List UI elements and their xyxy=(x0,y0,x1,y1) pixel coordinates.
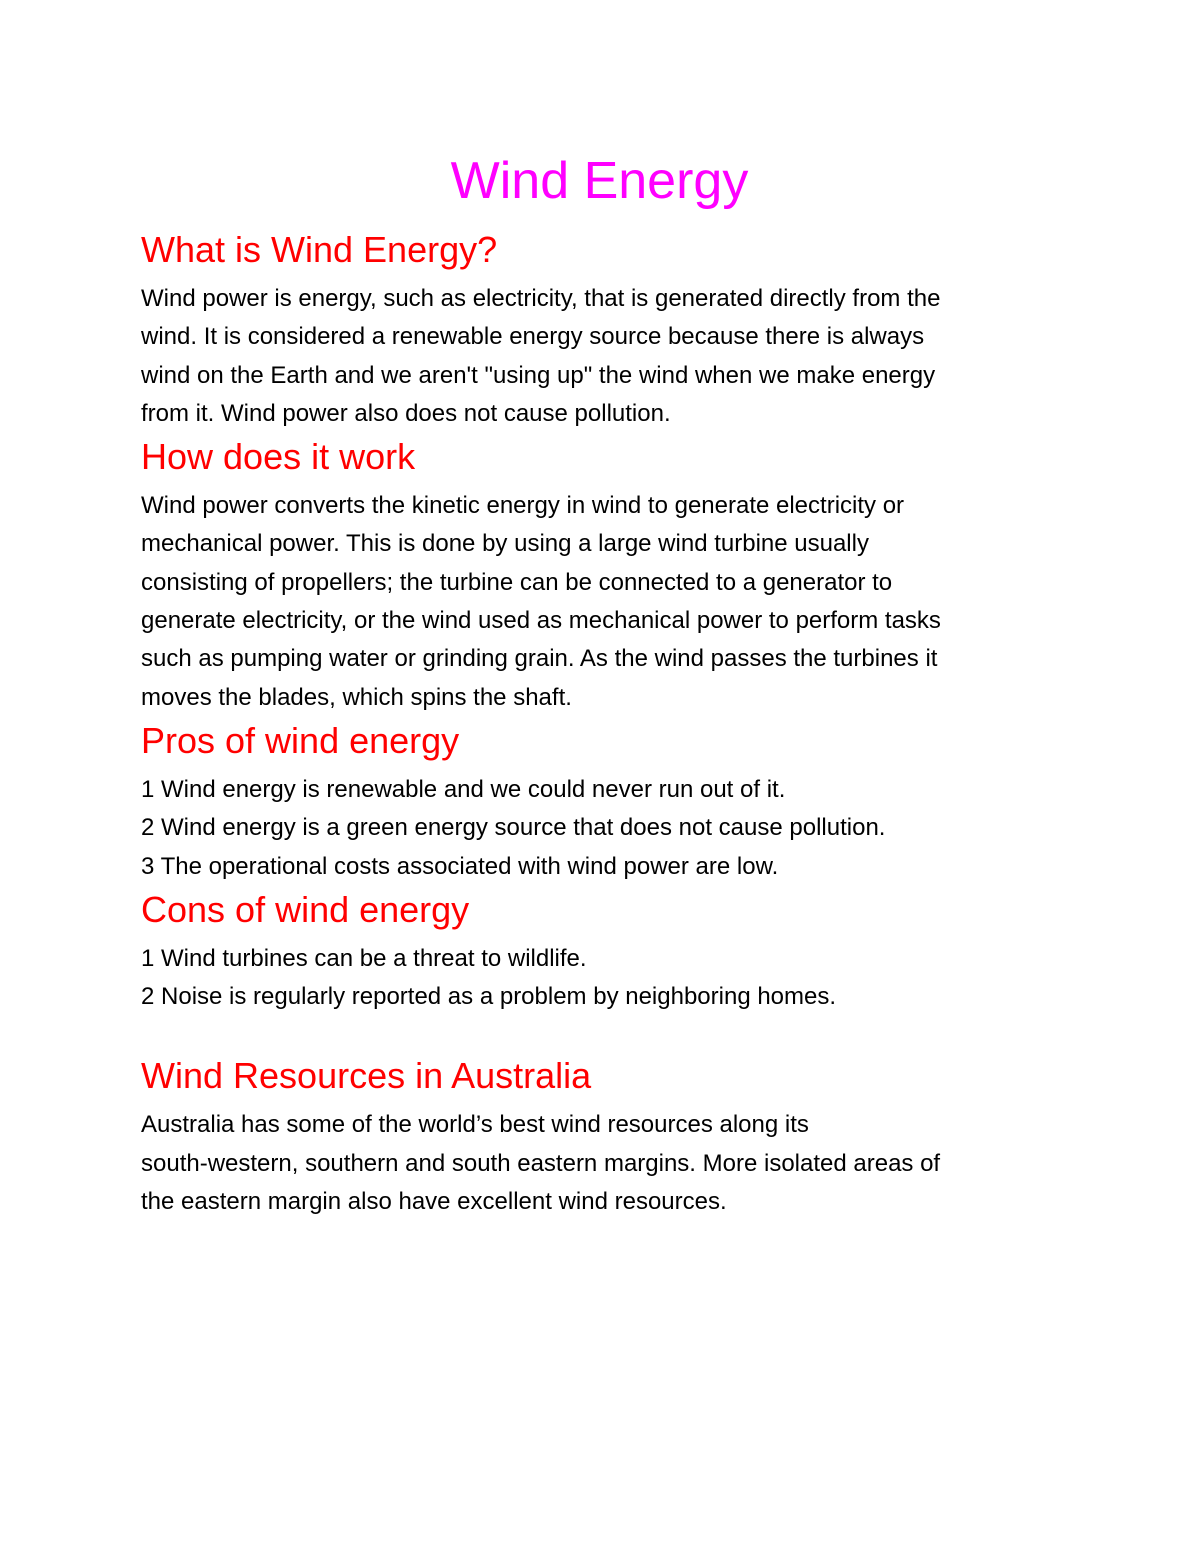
document-title: Wind Energy xyxy=(450,152,749,210)
section-pros xyxy=(141,717,1066,886)
section-heading: How does it work xyxy=(141,436,416,478)
cons-list xyxy=(141,940,1066,1017)
list-item: 2 Noise is regularly reported as a problem by neighboring homes. xyxy=(141,983,837,1011)
list-item: 3 The operational costs associated with wind power are low. xyxy=(141,852,779,880)
section-wind-resources-australia xyxy=(141,1052,1066,1221)
section-heading: What is Wind Energy? xyxy=(141,229,498,270)
section-cons xyxy=(141,886,1066,1017)
section-paragraph: Australia has some of the world’s best wind resources along its south-western, southern and south eastern margins. More isolated areas of the eastern margin also have excellent wind resources. xyxy=(141,1111,941,1216)
section-heading: Pros of wind energy xyxy=(141,719,460,761)
list-item: 1 Wind energy is renewable and we could never run out of it. xyxy=(141,775,786,803)
section-paragraph: Wind power is energy, such as electricity, that is generated directly from the wind. It is considered a renewable energy source because there is always wind on the Earth and we aren't "using up" the wind when we make energy from it. Wind power also does not cause pollution. xyxy=(141,285,941,427)
section-heading: Wind Resources in Australia xyxy=(141,1055,592,1097)
section-heading: Cons of wind energy xyxy=(141,888,470,930)
section-what-is-wind-energy xyxy=(141,226,1066,433)
section-how-does-it-work xyxy=(141,433,1066,717)
document-content xyxy=(141,150,1066,1221)
section-paragraph: Wind power converts the kinetic energy in wind to generate electricity or mechanical power. This is done by using a large wind turbine usually consisting of propellers; the turbine can be connected to a generator to generate electricity, or the wind used as mechanical power to perform tasks such as pumping water or grinding grain. As the wind passes the turbines it moves the blades, which spins the shaft. xyxy=(141,492,941,711)
list-item: 1 Wind turbines can be a threat to wildlife. xyxy=(141,944,587,972)
list-item: 2 Wind energy is a green energy source that does not cause pollution. xyxy=(141,814,886,842)
pros-list xyxy=(141,771,1066,886)
